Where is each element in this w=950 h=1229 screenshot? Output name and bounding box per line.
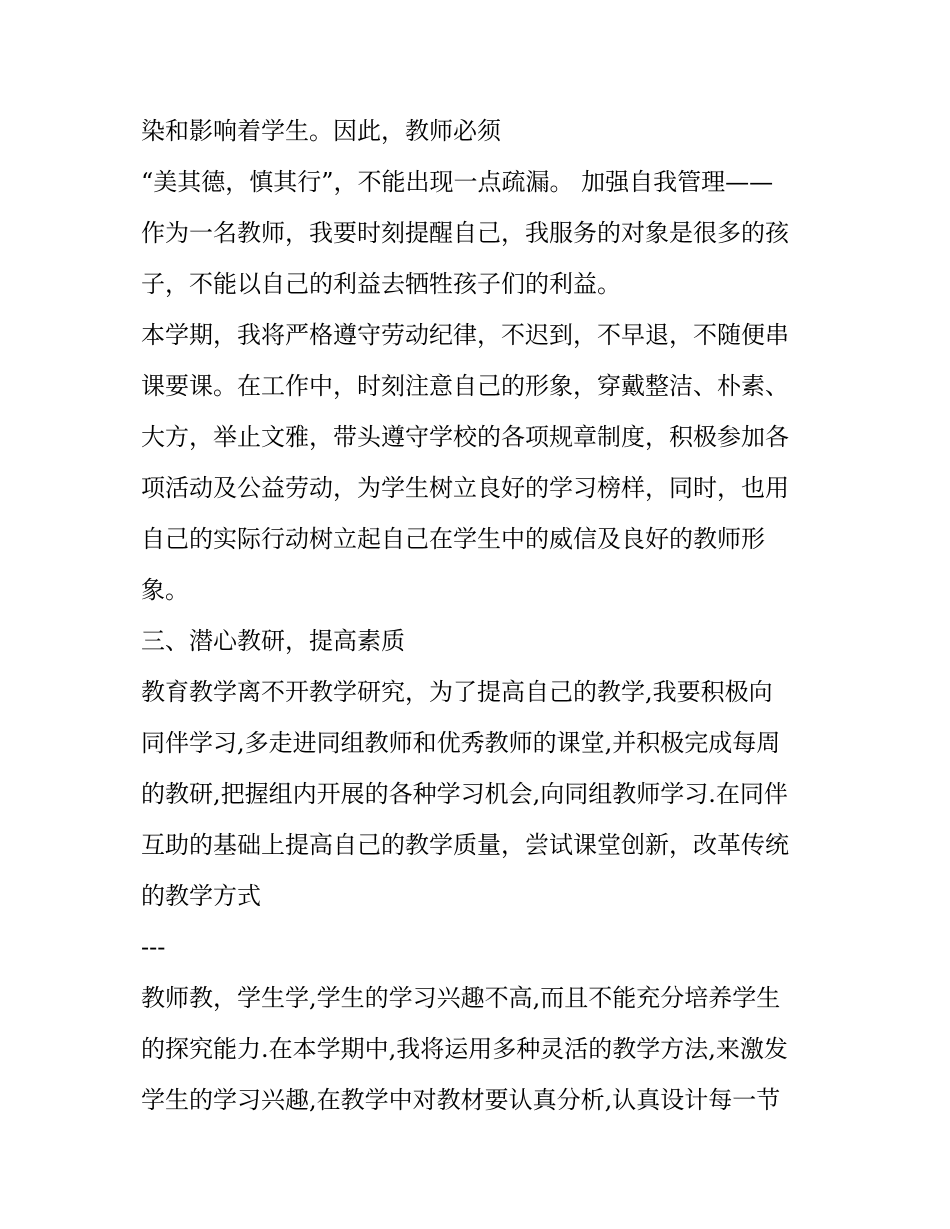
text-line-15: 互助的基础上提高自己的教学质量，尝试课堂创新，改革传统 bbox=[141, 831, 789, 859]
text-line-2: “美其德，慎其行”，不能出现一点疏漏。 加强自我管理—— bbox=[141, 168, 774, 196]
text-line-5: 本学期，我将严格遵守劳动纪律，不迟到，不早退，不随便串 bbox=[141, 321, 789, 349]
text-line-1: 染和影响着学生。因此，教师必须 bbox=[141, 117, 501, 145]
text-line-13: 同伴学习,多走进同组教师和优秀教师的课堂,并积极完成每周 bbox=[141, 729, 781, 757]
text-line-14: 的教研,把握组内开展的各种学习机会,向同组教师学习.在同伴 bbox=[141, 780, 788, 808]
text-line-6: 课要课。在工作中，时刻注意自己的形象，穿戴整洁、朴素、 bbox=[141, 372, 789, 400]
text-line-19: 的探究能力.在本学期中,我将运用多种灵活的教学方法,来激发 bbox=[141, 1035, 788, 1063]
section-heading: 三、潜心教研，提高素质 bbox=[141, 627, 405, 655]
separator: --- bbox=[141, 933, 166, 961]
text-line-10: 象。 bbox=[141, 576, 189, 604]
text-line-7: 大方，举止文雅，带头遵守学校的各项规章制度，积极参加各 bbox=[141, 423, 789, 451]
document-body bbox=[141, 106, 831, 1126]
text-line-9: 自己的实际行动树立起自己在学生中的威信及良好的教师形 bbox=[141, 525, 765, 553]
text-line-16: 的教学方式 bbox=[141, 882, 261, 910]
text-line-3: 作为一名教师，我要时刻提醒自己，我服务的对象是很多的孩 bbox=[141, 219, 789, 247]
text-line-20: 学生的学习兴趣,在教学中对教材要认真分析,认真设计每一节 bbox=[141, 1086, 781, 1114]
text-line-12: 教育教学离不开教学研究，为了提高自己的教学,我要积极向 bbox=[141, 678, 773, 706]
text-line-18: 教师教，学生学,学生的学习兴趣不高,而且不能充分培养学生 bbox=[141, 984, 781, 1012]
text-line-4: 子，不能以自己的利益去牺牲孩子们的利益。 bbox=[141, 270, 621, 298]
text-line-8: 项活动及公益劳动，为学生树立良好的学习榜样，同时，也用 bbox=[141, 474, 789, 502]
